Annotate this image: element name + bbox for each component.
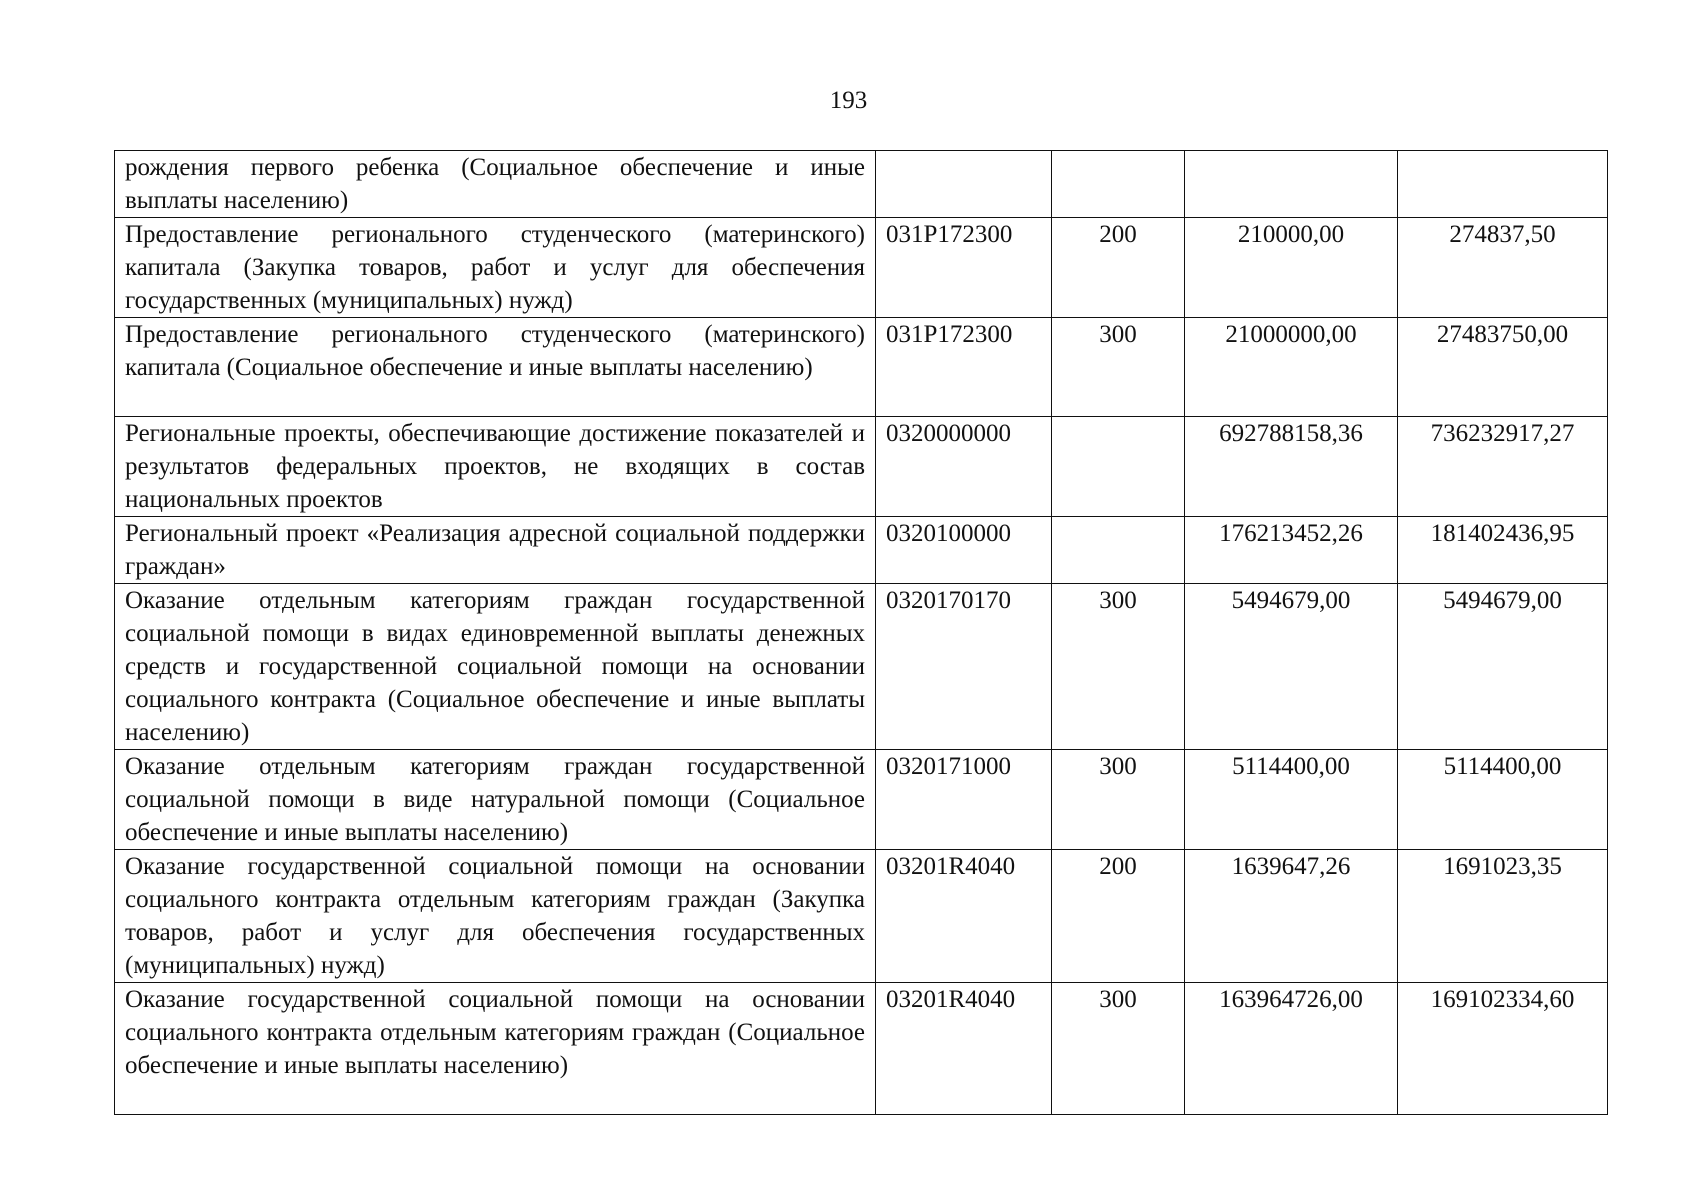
table-row <box>115 983 1608 1115</box>
row-target-code: 03201R4040 <box>876 850 1052 983</box>
row-sum-year-1: 5114400,00 <box>1185 750 1398 850</box>
budget-table <box>114 150 1608 1115</box>
row-description: Оказание отдельным категориям граждан государственной социальной помощи в видах единовременной выплаты денежных средств и государственной социальной помощи на основании социального контракта (Социальное обеспечение и иные выплаты населению) <box>115 584 876 750</box>
row-expense-type: 200 <box>1052 218 1185 318</box>
row-sum-year-2: 27483750,00 <box>1398 318 1608 417</box>
table-row <box>115 850 1608 983</box>
row-expense-type <box>1052 517 1185 584</box>
row-description: Оказание государственной социальной помощи на основании социального контракта отдельным категориям граждан (Социальное обеспечение и иные выплаты населению) <box>115 983 876 1115</box>
row-target-code: 0320100000 <box>876 517 1052 584</box>
row-target-code <box>876 151 1052 218</box>
row-sum-year-1: 176213452,26 <box>1185 517 1398 584</box>
row-expense-type: 300 <box>1052 318 1185 417</box>
budget-table-body <box>115 151 1608 1115</box>
row-description: Предоставление регионального студенческого (материнского) капитала (Закупка товаров, работ и услуг для обеспечения государственных (муниципальных) нужд) <box>115 218 876 318</box>
row-sum-year-2: 5494679,00 <box>1398 584 1608 750</box>
table-row <box>115 417 1608 517</box>
row-expense-type: 300 <box>1052 983 1185 1115</box>
table-row <box>115 318 1608 417</box>
row-description: Предоставление регионального студенческого (материнского) капитала (Социальное обеспечение и иные выплаты населению) <box>115 318 876 417</box>
row-sum-year-1: 692788158,36 <box>1185 417 1398 517</box>
row-sum-year-2: 274837,50 <box>1398 218 1608 318</box>
row-expense-type <box>1052 417 1185 517</box>
table-row <box>115 584 1608 750</box>
row-description: Оказание государственной социальной помощи на основании социального контракта отдельным категориям граждан (Закупка товаров, работ и услуг для обеспечения государственных (муниципальных) нужд) <box>115 850 876 983</box>
row-sum-year-2: 181402436,95 <box>1398 517 1608 584</box>
row-sum-year-1: 1639647,26 <box>1185 850 1398 983</box>
row-sum-year-2: 169102334,60 <box>1398 983 1608 1115</box>
table-row <box>115 517 1608 584</box>
row-sum-year-2 <box>1398 151 1608 218</box>
row-expense-type: 200 <box>1052 850 1185 983</box>
row-description: рождения первого ребенка (Социальное обеспечение и иные выплаты населению) <box>115 151 876 218</box>
row-sum-year-2: 736232917,27 <box>1398 417 1608 517</box>
row-sum-year-1: 210000,00 <box>1185 218 1398 318</box>
page-number: 193 <box>829 87 868 114</box>
row-target-code: 03201R4040 <box>876 983 1052 1115</box>
row-target-code: 0320170170 <box>876 584 1052 750</box>
row-target-code: 0320171000 <box>876 750 1052 850</box>
row-expense-type: 300 <box>1052 584 1185 750</box>
table-row <box>115 151 1608 218</box>
row-expense-type: 300 <box>1052 750 1185 850</box>
row-sum-year-1: 5494679,00 <box>1185 584 1398 750</box>
row-sum-year-1: 21000000,00 <box>1185 318 1398 417</box>
row-sum-year-2: 1691023,35 <box>1398 850 1608 983</box>
row-target-code: 031P172300 <box>876 318 1052 417</box>
table-row <box>115 750 1608 850</box>
row-target-code: 031P172300 <box>876 218 1052 318</box>
row-sum-year-2: 5114400,00 <box>1398 750 1608 850</box>
row-description: Оказание отдельным категориям граждан государственной социальной помощи в виде натуральной помощи (Социальное обеспечение и иные выплаты населению) <box>115 750 876 850</box>
table-row <box>115 218 1608 318</box>
row-sum-year-1 <box>1185 151 1398 218</box>
row-target-code: 0320000000 <box>876 417 1052 517</box>
row-sum-year-1: 163964726,00 <box>1185 983 1398 1115</box>
row-expense-type <box>1052 151 1185 218</box>
row-description: Региональные проекты, обеспечивающие достижение показателей и результатов федеральных проектов, не входящих в состав национальных проектов <box>115 417 876 517</box>
row-description: Региональный проект «Реализация адресной социальной поддержки граждан» <box>115 517 876 584</box>
